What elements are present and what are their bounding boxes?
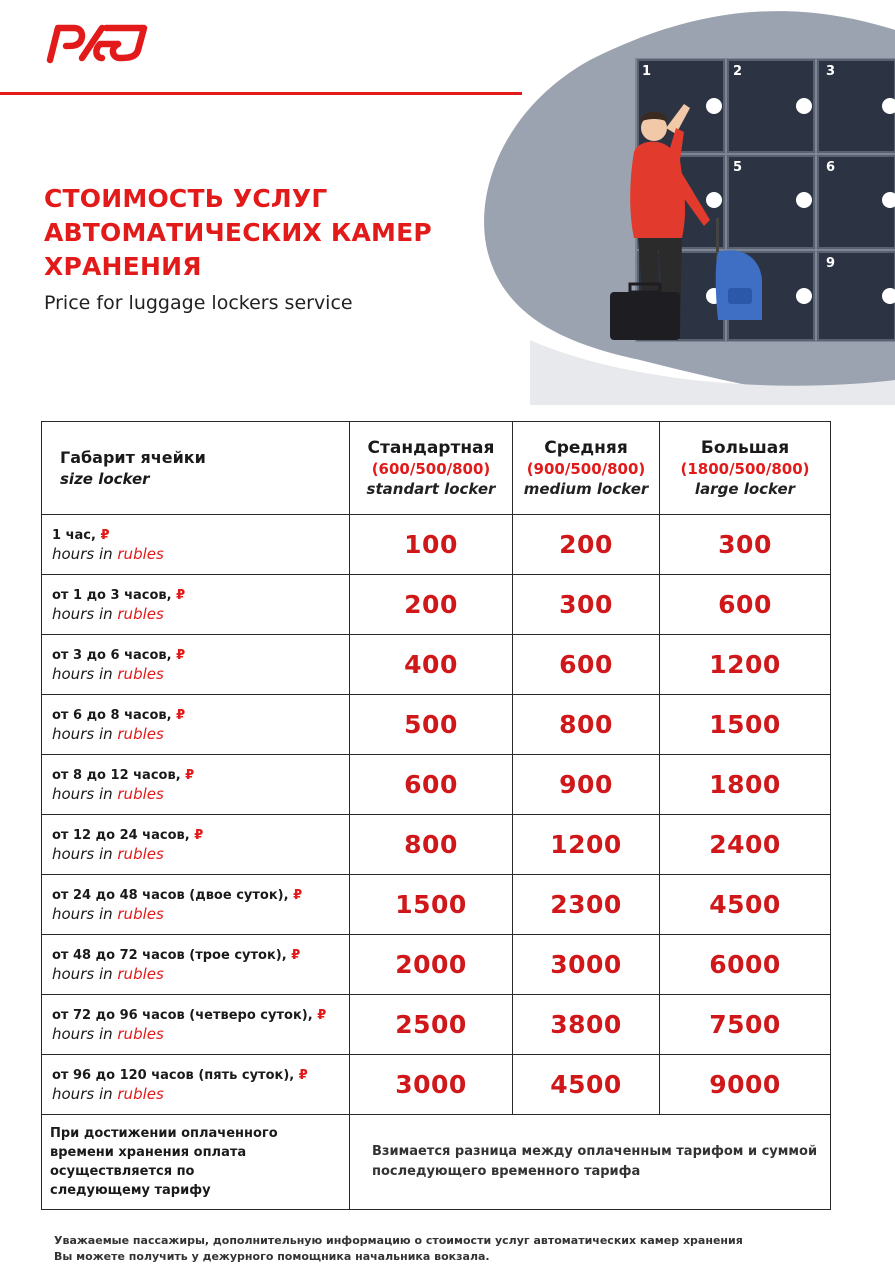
table-row [42, 575, 831, 635]
price-medium: 900 [513, 755, 660, 815]
ruble-icon: ₽ [100, 527, 110, 543]
table-row [42, 515, 831, 575]
size-header-en: size locker [60, 470, 150, 488]
rzd-logo-icon [44, 18, 152, 64]
duration-text: от 96 до 120 часов (пять суток), [52, 1067, 295, 1083]
locker-number: 2 [733, 64, 743, 79]
duration-ru [52, 1066, 349, 1085]
ruble-icon: ₽ [298, 1067, 308, 1083]
duration-en-prefix: hours in [52, 544, 118, 563]
duration-en [52, 1085, 349, 1104]
duration-cell [42, 815, 350, 875]
duration-en-prefix: hours in [52, 844, 118, 863]
table-row [42, 695, 831, 755]
table-row [42, 635, 831, 695]
price-standard: 3000 [350, 1055, 513, 1115]
table-row [42, 1055, 831, 1115]
duration-en [52, 965, 349, 984]
note-condition [42, 1115, 350, 1210]
note-line: осуществляется по [50, 1164, 195, 1179]
duration-en [52, 1025, 349, 1044]
top-rule [0, 92, 522, 95]
price-standard: 800 [350, 815, 513, 875]
duration-en-prefix: hours in [52, 964, 118, 983]
column-header-large [660, 422, 831, 515]
price-large: 4500 [660, 875, 831, 935]
note-line: При достижении оплаченного [50, 1126, 278, 1141]
column-header-medium [513, 422, 660, 515]
luggage-lockers-illustration [470, 0, 895, 405]
locker-number: 9 [826, 256, 836, 271]
duration-en-unit: rubles [117, 784, 164, 803]
price-standard: 600 [350, 755, 513, 815]
column-title-ru: Стандартная [367, 438, 495, 458]
duration-text: от 3 до 6 часов, [52, 647, 172, 663]
column-dimensions: (900/500/800) [526, 460, 646, 478]
price-standard: 200 [350, 575, 513, 635]
duration-cell [42, 695, 350, 755]
ruble-icon: ₽ [185, 767, 195, 783]
price-large: 7500 [660, 995, 831, 1055]
duration-en [52, 725, 349, 744]
note-rule [350, 1115, 831, 1210]
duration-cell [42, 635, 350, 695]
price-standard: 1500 [350, 875, 513, 935]
price-standard: 400 [350, 635, 513, 695]
title-line: ХРАНЕНИЯ [44, 252, 202, 281]
ruble-icon: ₽ [293, 887, 303, 903]
table-row [42, 935, 831, 995]
page-title [44, 182, 484, 284]
duration-cell [42, 515, 350, 575]
price-medium: 600 [513, 635, 660, 695]
note-line: последующего временного тарифа [372, 1164, 641, 1179]
duration-en-unit: rubles [117, 724, 164, 743]
price-large: 300 [660, 515, 831, 575]
size-header [42, 422, 350, 515]
price-large: 1800 [660, 755, 831, 815]
duration-en [52, 785, 349, 804]
duration-ru [52, 646, 349, 665]
locker-number: 6 [826, 160, 836, 175]
price-medium: 4500 [513, 1055, 660, 1115]
duration-text: от 8 до 12 часов, [52, 767, 181, 783]
price-large: 600 [660, 575, 831, 635]
duration-ru [52, 706, 349, 725]
title-line: АВТОМАТИЧЕСКИХ КАМЕР [44, 218, 432, 247]
price-table [41, 421, 831, 1210]
note-row [42, 1115, 831, 1210]
duration-en-prefix: hours in [52, 784, 118, 803]
price-medium: 3000 [513, 935, 660, 995]
ruble-icon: ₽ [291, 947, 301, 963]
duration-cell [42, 875, 350, 935]
duration-en [52, 845, 349, 864]
price-large: 9000 [660, 1055, 831, 1115]
price-large: 6000 [660, 935, 831, 995]
note-line: Взимается разница между оплаченным тарифом и суммой [372, 1144, 818, 1159]
column-header-standard [350, 422, 513, 515]
duration-text: от 12 до 24 часов, [52, 827, 190, 843]
duration-ru [52, 1006, 349, 1025]
duration-ru [52, 886, 349, 905]
locker-number: 5 [733, 160, 743, 175]
duration-en-prefix: hours in [52, 1024, 118, 1043]
table-row [42, 755, 831, 815]
duration-cell [42, 935, 350, 995]
locker-number: 3 [826, 64, 836, 79]
price-standard: 2000 [350, 935, 513, 995]
duration-en-unit: rubles [117, 544, 164, 563]
duration-ru [52, 586, 349, 605]
column-title-en: large locker [694, 480, 796, 498]
title-line: СТОИМОСТЬ УСЛУГ [44, 184, 328, 213]
duration-en-prefix: hours in [52, 604, 118, 623]
duration-en-unit: rubles [117, 1084, 164, 1103]
price-medium: 2300 [513, 875, 660, 935]
duration-en-unit: rubles [117, 904, 164, 923]
duration-en-unit: rubles [117, 604, 164, 623]
ruble-icon: ₽ [194, 827, 204, 843]
table-row [42, 995, 831, 1055]
column-title-en: standart locker [366, 480, 496, 498]
duration-cell [42, 575, 350, 635]
footer-line: Уважаемые пассажиры, дополнительную информацию о стоимости услуг автоматических камер хранения [54, 1234, 743, 1247]
footer-note [54, 1233, 743, 1265]
note-line: следующему тарифу [50, 1183, 211, 1198]
column-dimensions: (1800/500/800) [680, 460, 810, 478]
table-row [42, 815, 831, 875]
duration-cell [42, 1055, 350, 1115]
duration-text: 1 час, [52, 527, 96, 543]
duration-ru [52, 526, 349, 545]
duration-en [52, 905, 349, 924]
duration-en-prefix: hours in [52, 664, 118, 683]
price-medium: 800 [513, 695, 660, 755]
duration-en-unit: rubles [117, 664, 164, 683]
column-title-en: medium locker [523, 480, 649, 498]
duration-text: от 72 до 96 часов (четверо суток), [52, 1007, 313, 1023]
duration-en-unit: rubles [117, 964, 164, 983]
ruble-icon: ₽ [317, 1007, 327, 1023]
duration-text: от 24 до 48 часов (двое суток), [52, 887, 289, 903]
price-standard: 100 [350, 515, 513, 575]
locker-number: 1 [642, 64, 652, 79]
duration-cell [42, 755, 350, 815]
size-header-ru: Габарит ячейки [60, 448, 206, 467]
note-line: времени хранения оплата [50, 1145, 247, 1160]
table-row [42, 875, 831, 935]
duration-cell [42, 995, 350, 1055]
duration-en-unit: rubles [117, 844, 164, 863]
ruble-icon: ₽ [176, 647, 186, 663]
price-standard: 500 [350, 695, 513, 755]
footer-line: Вы можете получить у дежурного помощника начальника вокзала. [54, 1250, 490, 1263]
duration-en-unit: rubles [117, 1024, 164, 1043]
duration-ru [52, 946, 349, 965]
duration-en-prefix: hours in [52, 904, 118, 923]
ruble-icon: ₽ [176, 587, 186, 603]
duration-ru [52, 766, 349, 785]
duration-en-prefix: hours in [52, 1084, 118, 1103]
duration-text: от 6 до 8 часов, [52, 707, 172, 723]
column-title-ru: Средняя [544, 438, 628, 458]
price-large: 1500 [660, 695, 831, 755]
column-title-ru: Большая [700, 438, 790, 458]
duration-text: от 48 до 72 часов (трое суток), [52, 947, 287, 963]
price-medium: 300 [513, 575, 660, 635]
duration-en [52, 665, 349, 684]
price-medium: 1200 [513, 815, 660, 875]
page-subtitle: Price for luggage lockers service [44, 292, 353, 314]
price-large: 2400 [660, 815, 831, 875]
price-medium: 3800 [513, 995, 660, 1055]
duration-text: от 1 до 3 часов, [52, 587, 172, 603]
duration-ru [52, 826, 349, 845]
column-dimensions: (600/500/800) [371, 460, 491, 478]
duration-en-prefix: hours in [52, 724, 118, 743]
price-standard: 2500 [350, 995, 513, 1055]
price-medium: 200 [513, 515, 660, 575]
ruble-icon: ₽ [176, 707, 186, 723]
table-header-row [42, 422, 831, 515]
duration-en [52, 605, 349, 624]
duration-en [52, 545, 349, 564]
price-large: 1200 [660, 635, 831, 695]
